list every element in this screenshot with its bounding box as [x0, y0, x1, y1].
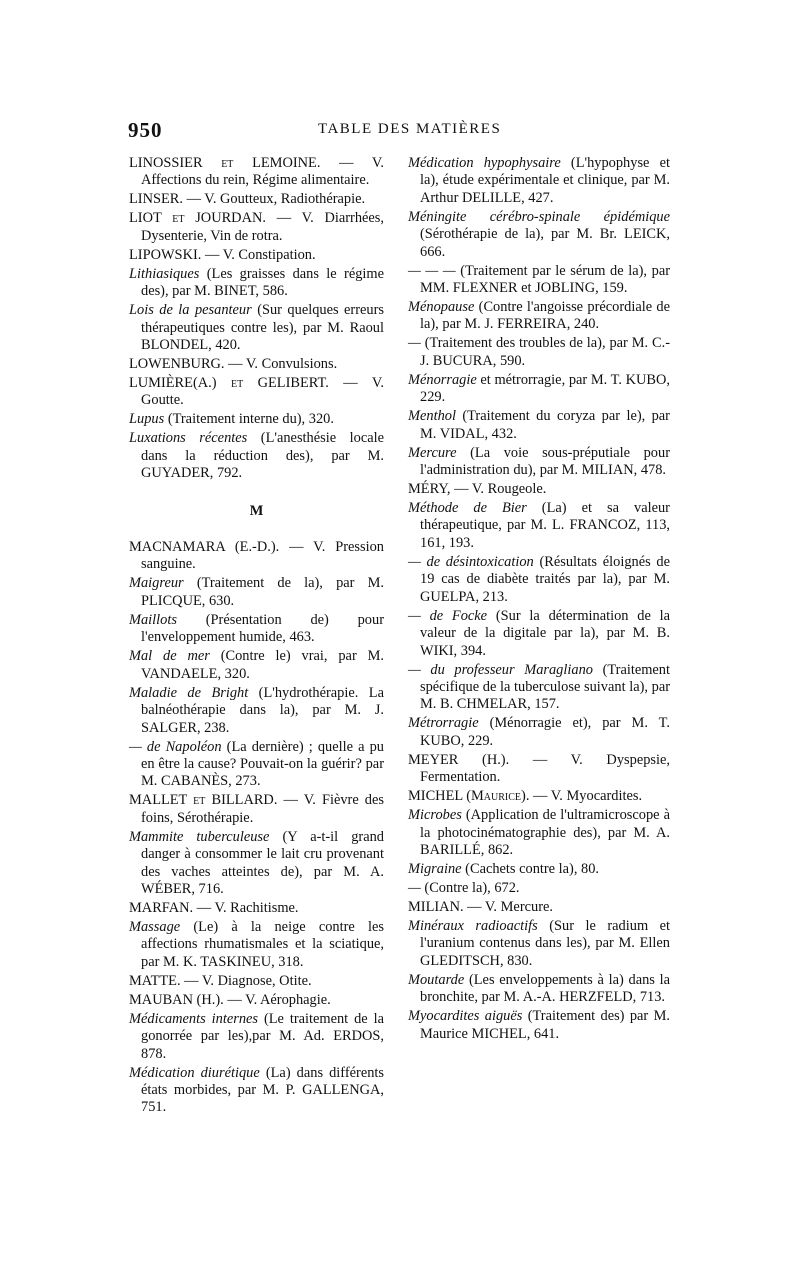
- entry-text: (Traitement des) par M. Maurice MICHEL, 641.: [420, 1008, 670, 1042]
- entry-text: — V. Rougeole.: [454, 481, 547, 498]
- index-entry: [408, 372, 670, 407]
- entry-text: (Le) à la neige contre les affections rhumatismales et la sciatique, par M. K. TASKINEU, 318.: [141, 918, 384, 970]
- entry-text: (La) et sa valeur thérapeutique, par M. L. FRANCOZ, 113, 161, 193.: [420, 500, 670, 551]
- entry-heading: Maladie de Bright: [129, 684, 249, 701]
- entry-heading: Médication diurétique: [129, 1064, 260, 1081]
- entry-heading: Maigreur: [129, 575, 184, 592]
- entry-heading: Massage: [129, 918, 181, 935]
- index-entry: [408, 807, 670, 859]
- section-letter: M: [249, 502, 264, 519]
- entry-text: (Résultats éloignés de 19 cas de diabète traités par la), par M. GUELPA, 213.: [420, 553, 670, 605]
- entry-heading: Minéraux radioactifs: [408, 917, 538, 934]
- entry-text: — V. Diagnose, Otite.: [184, 972, 312, 989]
- entry-heading: Migraine: [408, 860, 462, 877]
- index-entry: [129, 739, 384, 791]
- entry-heading: Métrorragie: [408, 715, 479, 732]
- index-entry: [408, 662, 670, 714]
- entry-heading: Myocardites aiguës: [408, 1008, 523, 1025]
- index-entry: [129, 539, 384, 574]
- index-entry: [408, 155, 670, 207]
- index-entry: [408, 608, 670, 660]
- index-entry: [408, 918, 670, 970]
- entry-heading: LOWENBURG.: [129, 356, 225, 373]
- entry-heading: LINSER.: [129, 191, 183, 208]
- index-entry: [129, 1065, 384, 1117]
- entry-text: (L'hypophyse et la), étude expérimentale et clinique, par M. Arthur DELILLE, 427.: [420, 155, 670, 206]
- entry-heading: Méthode de Bier: [408, 500, 527, 517]
- entry-heading: — — —: [408, 262, 456, 279]
- index-entry: [408, 445, 670, 480]
- index-entry: [408, 899, 670, 916]
- entry-text: — V. Mercure.: [467, 898, 553, 915]
- page-number: 950: [128, 118, 163, 142]
- right-column: [408, 155, 670, 1045]
- index-entry: [129, 356, 384, 373]
- entry-heading: Lithiasiques: [129, 265, 200, 282]
- entry-text: (Le traitement de la gonorrée par les),par M. Ad. ERDOS, 878.: [141, 1010, 384, 1062]
- entry-heading: Moutarde: [408, 971, 465, 988]
- index-entry: [408, 408, 670, 443]
- index-entry: [129, 648, 384, 683]
- index-entry: [129, 411, 384, 428]
- entry-text: (Sur le radium et l'uranium contenus dans les), par M. Ellen GLEDITSCH, 830.: [420, 917, 670, 969]
- index-entry: [408, 335, 670, 370]
- entry-text: — V. Constipation.: [204, 246, 316, 263]
- entry-heading: Microbes: [408, 807, 462, 824]
- entry-text: — V. Convulsions.: [228, 356, 338, 373]
- entry-heading: —: [408, 335, 421, 352]
- entry-heading: MILIAN.: [408, 898, 464, 915]
- index-entry: [408, 263, 670, 298]
- entry-text: (Traitement du coryza par le), par M. VIDAL, 432.: [420, 408, 670, 442]
- page-header: [0, 118, 800, 142]
- entry-heading: Méningite cérébro-spinale épidémique: [408, 208, 670, 225]
- entry-text: (Contre l'angoisse précordiale de la), par M. J. FERREIRA, 240.: [420, 299, 670, 333]
- entry-text: (Traitement interne du), 320.: [167, 411, 334, 428]
- entry-heading: MARFAN.: [129, 899, 194, 916]
- entry-text: — V. Aérophagie.: [227, 991, 331, 1008]
- entry-heading: Luxations récentes: [129, 430, 248, 447]
- entry-text: — V. Myocardites.: [533, 788, 643, 805]
- index-entry: [129, 973, 384, 990]
- index-entry: [129, 992, 384, 1009]
- index-entry: [129, 792, 384, 827]
- entry-text: (Y a-t-il grand danger à consommer le lait cru provenant des vaches atteintes de), par M. A. WÉBER, 716.: [141, 828, 384, 897]
- index-entry: [129, 685, 384, 737]
- entry-text: (Les enveloppements à la) dans la bronchite, par M. A.-A. HERZFELD, 713.: [420, 971, 670, 1006]
- entry-text: (Traitement des troubles de la), par M. C.-J. BUCURA, 590.: [420, 335, 670, 369]
- entry-heading: MACNAMARA (E.-D.).: [129, 539, 280, 556]
- entry-text: (Traitement de la), par M. PLICQUE, 630.: [141, 575, 384, 609]
- index-entry: [129, 247, 384, 264]
- entry-text: (La dernière) ; quelle a pu en être la cause? Pouvait-on la guérir? par M. CABANÈS, 273.: [141, 738, 384, 790]
- index-entry: [408, 972, 670, 1007]
- entry-heading: Mercure: [408, 444, 457, 461]
- entry-heading: MICHEL (Maurice).: [408, 788, 530, 805]
- index-entry: [129, 210, 384, 245]
- index-entry: [129, 155, 384, 190]
- entry-text: (Sur la détermination de la valeur de la digitale par la), par M. B. WIKI, 394.: [420, 607, 670, 659]
- entry-text: — V. Rachitisme.: [196, 899, 299, 916]
- entry-text: (Sur quelques erreurs thérapeutiques contre les), par M. Raoul BLONDEL, 420.: [141, 302, 384, 354]
- entry-heading: Maillots: [129, 611, 177, 628]
- index-entry: [129, 900, 384, 917]
- entry-text: — V. Pression sanguine.: [141, 539, 384, 573]
- entry-heading: Mal de mer: [129, 648, 210, 665]
- entry-heading: LIPOWSKI.: [129, 246, 202, 263]
- entry-text: — V. Goutteux, Radiothérapie.: [186, 191, 366, 208]
- entry-text: (Les graisses dans le régime des), par M. BINET, 586.: [141, 265, 384, 300]
- left-column: [129, 155, 384, 1118]
- entry-heading: MALLET et BILLARD.: [129, 792, 278, 809]
- entry-heading: MATTE.: [129, 972, 181, 989]
- index-entry: [408, 861, 670, 878]
- index-entry: [129, 191, 384, 208]
- entry-heading: LIOT et JOURDAN.: [129, 210, 266, 227]
- entry-text: et métrorragie, par M. T. KUBO, 229.: [420, 371, 670, 406]
- entry-heading: — de Focke: [408, 607, 488, 624]
- index-entry: [129, 1011, 384, 1063]
- entry-heading: Lois de la pesanteur: [129, 302, 252, 319]
- entry-text: — V. Diarrhées, Dysenterie, Vin de rotra.: [141, 210, 384, 244]
- entry-text: (Traitement spécifique de la tuberculose suivant la), par M. B. CHMELAR, 157.: [420, 661, 670, 713]
- entry-text: (La voie sous-préputiale pour l'administration du), par M. MILIAN, 478.: [420, 444, 670, 479]
- index-entry: [408, 715, 670, 750]
- entry-heading: — de désintoxication: [408, 553, 534, 570]
- index-entry: [408, 880, 670, 897]
- entry-text: (Sérothérapie de la), par M. Br. LEICK, 666.: [420, 226, 670, 260]
- index-entry: [129, 302, 384, 354]
- index-entry: [129, 919, 384, 971]
- index-entry: [129, 266, 384, 301]
- index-entry: [129, 430, 384, 482]
- entry-heading: — du professeur Maragliano: [408, 661, 593, 678]
- entry-heading: Mammite tuberculeuse: [129, 828, 270, 845]
- index-entry: [408, 299, 670, 334]
- entry-text: (Présentation de) pour l'enveloppement humide, 463.: [141, 611, 384, 646]
- entry-text: (La) dans différents états morbides, par M. P. GALLENGA, 751.: [141, 1064, 384, 1116]
- entry-text: (Cachets contre la), 80.: [465, 860, 600, 877]
- entry-heading: Lupus: [129, 411, 165, 428]
- entry-heading: — de Napoléon: [129, 738, 222, 755]
- index-entry: [129, 612, 384, 647]
- index-entry: [408, 788, 670, 805]
- entry-heading: MÉRY,: [408, 481, 451, 498]
- entry-heading: MAUBAN (H.).: [129, 991, 224, 1008]
- entry-text: (Application de l'ultramicroscope à la photocinématographie des), par M. A. BARILLÉ, 862.: [420, 807, 670, 858]
- entry-text: — V. Affections du rein, Régime alimentaire.: [141, 155, 384, 189]
- index-entry: [408, 209, 670, 261]
- entry-heading: Menthol: [408, 408, 456, 425]
- entry-text: — V. Dyspepsie, Fermentation.: [420, 751, 670, 786]
- entry-text: (Contre le) vrai, par M. VANDAELE, 320.: [141, 648, 384, 682]
- entry-heading: LINOSSIER et LEMOINE.: [129, 155, 321, 171]
- index-entry: [408, 500, 670, 552]
- entry-heading: —: [408, 879, 421, 896]
- entry-text: (L'hydrothérapie. La balnéothérapie dans la), par M. J. SALGER, 238.: [141, 684, 384, 736]
- index-entry: [408, 554, 670, 606]
- entry-heading: Médication hypophysaire: [408, 155, 561, 171]
- entry-text: — V. Goutte.: [141, 375, 384, 409]
- index-entry: [408, 752, 670, 787]
- index-entry: [408, 1008, 670, 1043]
- entry-heading: Ménopause: [408, 299, 475, 316]
- entry-heading: MEYER (H.).: [408, 751, 510, 768]
- entry-text: (Contre la), 672.: [424, 879, 520, 896]
- index-entry: [129, 575, 384, 610]
- entry-heading: Médicaments internes: [129, 1010, 259, 1027]
- running-title: TABLE DES MATIÈRES: [318, 121, 502, 137]
- entry-text: — V. Fièvre des foins, Sérothérapie.: [141, 792, 384, 826]
- entry-text: (Traitement par le sérum de la), par MM. FLEXNER et JOBLING, 159.: [420, 262, 670, 297]
- entry-heading: LUMIÈRE(A.) et GELIBERT.: [129, 375, 329, 392]
- entry-text: (Ménorragie et), par M. T. KUBO, 229.: [420, 715, 670, 749]
- index-entry: [129, 829, 384, 899]
- entry-heading: Ménorragie: [408, 371, 477, 388]
- index-entry: [129, 375, 384, 410]
- index-entry: [408, 481, 670, 498]
- entry-text: (L'anesthésie locale dans la réduction des), par M. GUYADER, 792.: [141, 430, 384, 482]
